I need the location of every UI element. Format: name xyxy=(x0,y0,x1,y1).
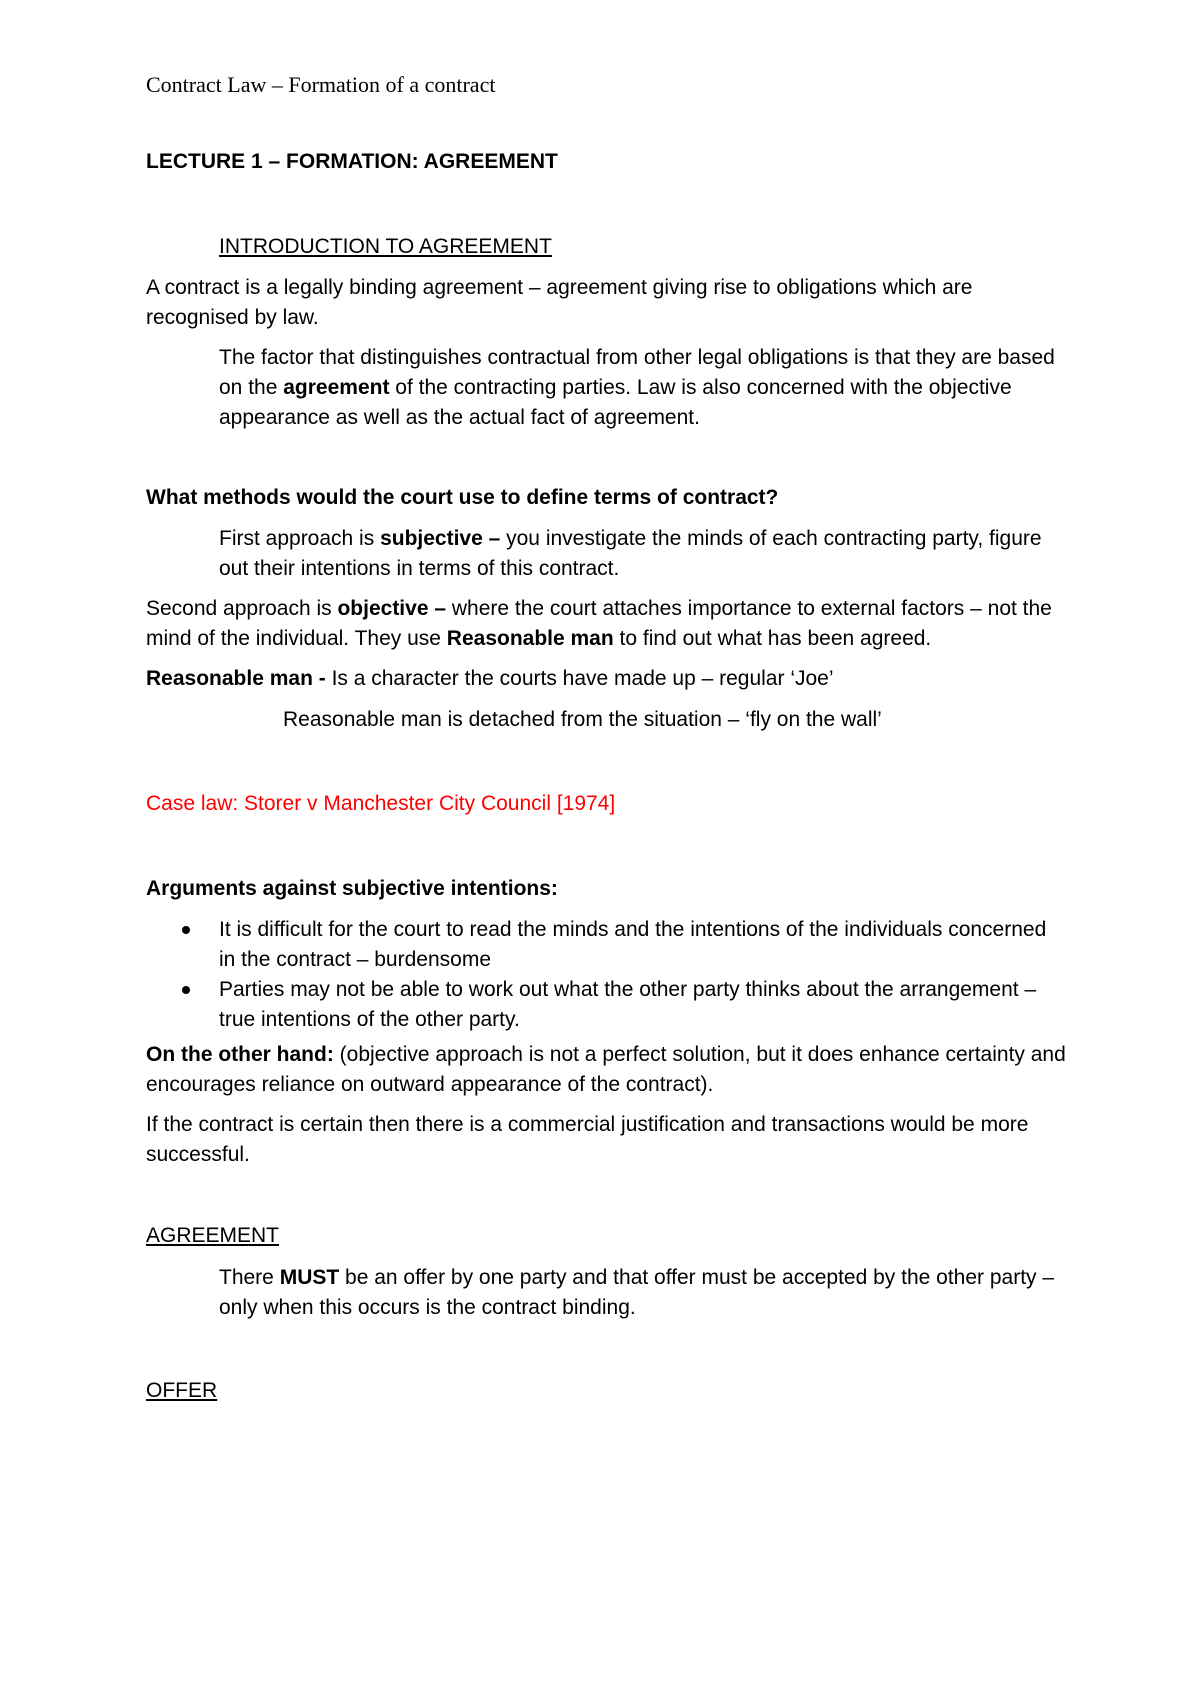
text-run: Second approach is xyxy=(146,597,338,620)
text-run: where the court attaches importance to external factors – not the mind of the individual. They use xyxy=(146,597,1052,650)
agreement-heading: AGREEMENT xyxy=(146,1224,280,1247)
intro-paragraph: A contract is a legally binding agreement – agreement giving rise to obligations which are recognised by law. xyxy=(146,276,973,329)
case-law-reference: Case law: Storer v Manchester City Council [1974] xyxy=(146,792,616,815)
text-run: First approach is xyxy=(219,527,381,550)
lecture-title: LECTURE 1 – FORMATION: AGREEMENT xyxy=(146,150,558,173)
first-approach-paragraph xyxy=(219,524,1069,584)
text-run-bold: On the other hand: xyxy=(146,1043,334,1066)
text-run-bold: MUST xyxy=(279,1266,340,1289)
list-item-text: It is difficult for the court to read the minds and the intentions of the individuals concerned in the contract – burdensome xyxy=(219,918,1047,971)
offer-heading: OFFER xyxy=(146,1379,218,1402)
text-run: The factor that distinguishes contractual from other legal obligations is that they are based on the xyxy=(219,346,1055,399)
reasonable-man-detached: Reasonable man is detached from the situation – ‘fly on the wall’ xyxy=(283,708,882,731)
text-run: of the contracting parties. Law is also concerned with the objective appearance as well as the actual fact of agreement. xyxy=(219,376,1012,429)
methods-heading: What methods would the court use to define terms of contract? xyxy=(146,486,779,509)
intro-heading: INTRODUCTION TO AGREEMENT xyxy=(219,235,552,258)
other-hand-paragraph xyxy=(146,1040,1066,1100)
text-run-bold: subjective – xyxy=(380,527,501,550)
second-approach-paragraph xyxy=(146,594,1066,654)
list-item xyxy=(146,915,1066,975)
text-run-bold: Reasonable man xyxy=(446,627,614,650)
list-item xyxy=(146,975,1066,1035)
bullet-icon xyxy=(182,926,190,934)
document-header: Contract Law – Formation of a contract xyxy=(146,72,496,97)
text-run: There xyxy=(219,1266,280,1289)
text-run: be an offer by one party and that offer must be accepted by the other party – only when this occurs is the contract binding. xyxy=(219,1266,1055,1319)
list-item-text: Parties may not be able to work out what the other party thinks about the arrangement – true intentions of the other party. xyxy=(219,978,1037,1031)
arguments-heading: Arguments against subjective intentions: xyxy=(146,877,558,900)
text-run: (objective approach is not a perfect solution, but it does enhance certainty and encourages reliance on outward appearance of the contract). xyxy=(146,1043,1066,1096)
text-run-bold: objective – xyxy=(337,597,447,620)
certainty-paragraph: If the contract is certain then there is a commercial justification and transactions would be more successful. xyxy=(146,1113,1029,1166)
text-run-bold: agreement xyxy=(283,376,390,399)
arguments-list xyxy=(146,915,1066,1035)
distinguishing-factor-paragraph xyxy=(219,343,1069,433)
text-run: Is a character the courts have made up – regular ‘Joe’ xyxy=(325,667,834,690)
text-run-bold: Reasonable man - xyxy=(146,667,326,690)
text-run: you investigate the minds of each contracting party, figure out their intentions in terms of this contract. xyxy=(219,527,1042,580)
bullet-icon xyxy=(182,986,190,994)
reasonable-man-paragraph xyxy=(146,664,1066,694)
text-run: to find out what has been agreed. xyxy=(613,627,932,650)
agreement-paragraph xyxy=(219,1263,1069,1323)
